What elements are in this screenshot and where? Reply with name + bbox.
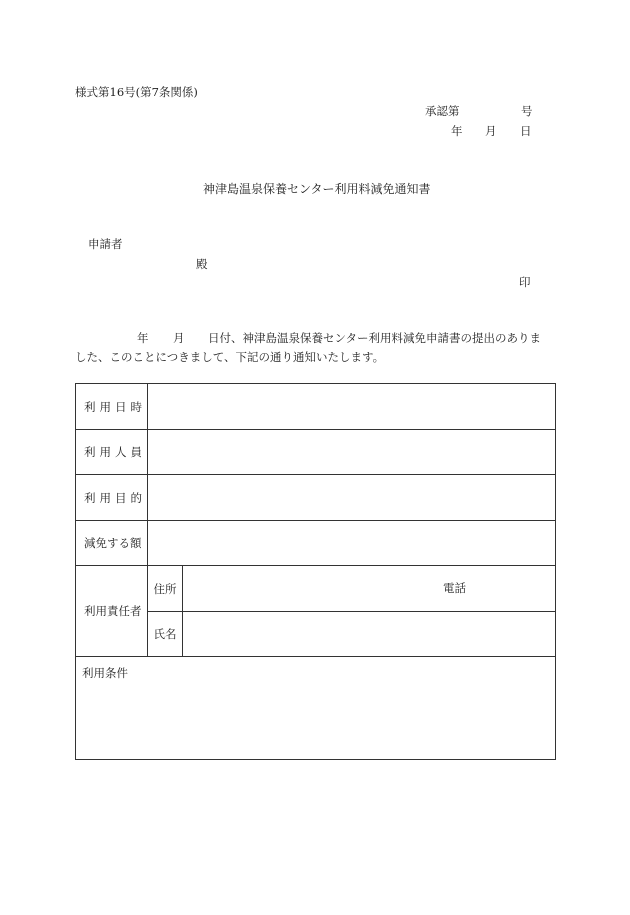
value-name[interactable]	[183, 612, 556, 657]
approval-number-suffix: 号	[521, 104, 533, 118]
table-row	[76, 384, 556, 430]
approval-number-label: 承認第	[425, 104, 460, 118]
date-month-label: 月	[485, 124, 497, 138]
table-row	[76, 430, 556, 475]
row-label-people: 利用人員	[76, 430, 148, 475]
body-line-2: した、このことにつきまして、下記の通り通知いたします。	[75, 350, 385, 364]
date-day-label: 日	[520, 124, 532, 138]
body-line-1: 日付、神津島温泉保養センター利用料減免申請書の提出のありま	[208, 331, 542, 345]
honorific-label: 殿	[196, 257, 208, 271]
value-datetime[interactable]	[148, 384, 556, 430]
seal-mark: 印	[519, 275, 531, 289]
row-label-purpose: 利用目的	[76, 475, 148, 521]
row-label-datetime: 利用日時	[76, 384, 148, 430]
body-month-label: 月	[173, 331, 185, 345]
reduction-table	[75, 383, 556, 760]
table-row	[76, 521, 556, 566]
row-label-conditions: 利用条件	[82, 666, 128, 680]
phone-label: 電話	[443, 581, 466, 595]
value-people[interactable]	[148, 430, 556, 475]
form-number: 様式第16号(第7条関係)	[75, 85, 198, 99]
table-row	[76, 657, 556, 760]
value-purpose[interactable]	[148, 475, 556, 521]
row-label-reduction: 減免する額	[76, 521, 148, 566]
applicant-label: 申請者	[88, 237, 123, 251]
sub-label-address: 住所	[148, 566, 183, 612]
value-reduction[interactable]	[148, 521, 556, 566]
date-year-label: 年	[451, 124, 463, 138]
row-label-responsible: 利用責任者	[76, 566, 148, 657]
sub-label-name: 氏名	[148, 612, 183, 657]
value-address[interactable]	[183, 566, 556, 612]
conditions-cell[interactable]	[76, 657, 556, 760]
page-title: 神津島温泉保養センター利用料減免通知書	[203, 182, 431, 196]
table-row	[76, 566, 556, 612]
table-row	[76, 612, 556, 657]
body-year-label: 年	[137, 331, 149, 345]
table-row	[76, 475, 556, 521]
